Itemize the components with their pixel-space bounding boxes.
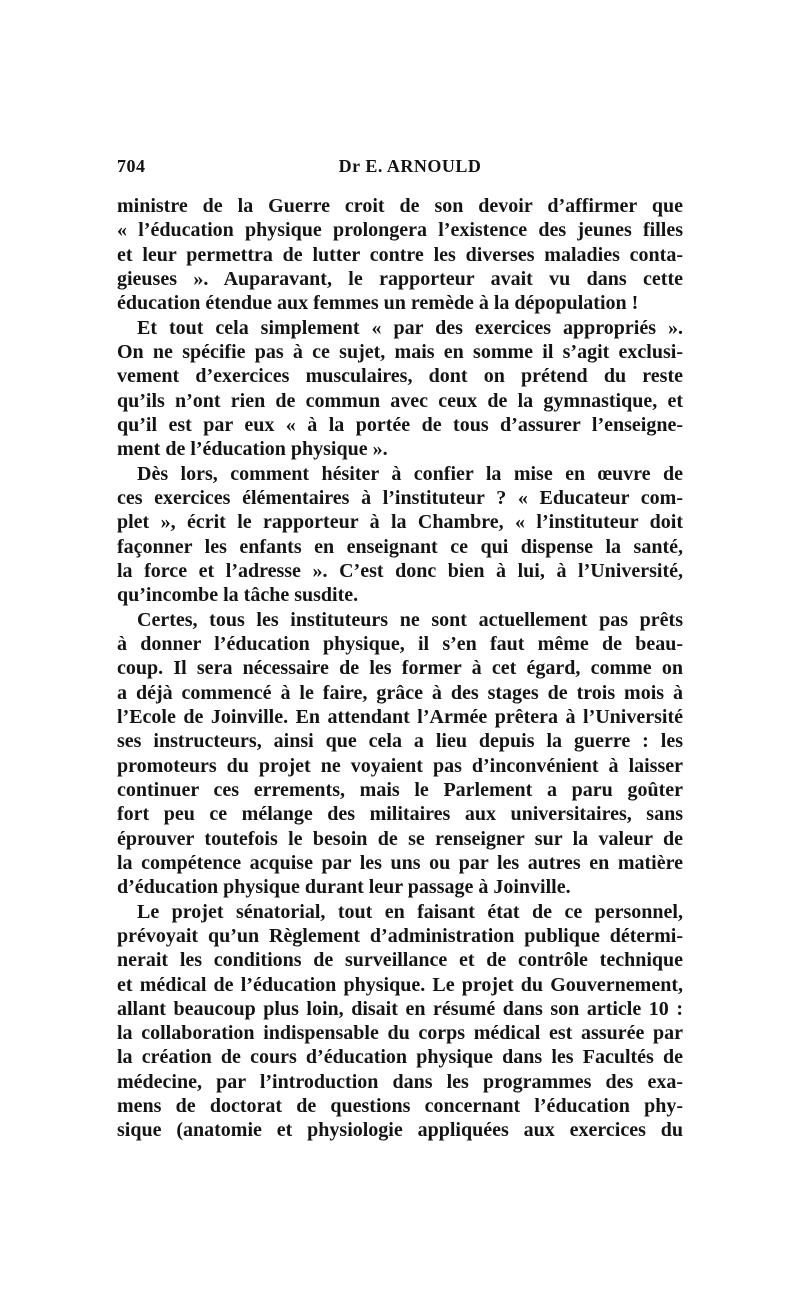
text-line: éducation étendue aux femmes un remède à la dépopulation ! bbox=[117, 292, 639, 315]
text-line: continuer ces errements, mais le Parlement a paru goûter bbox=[117, 778, 683, 801]
text-line: qu’incombe la tâche susdite. bbox=[117, 584, 359, 607]
text-line: coup. Il sera nécessaire de les former à cet égard, comme on bbox=[117, 657, 683, 680]
text-line: éprouver toutefois le besoin de se renseigner sur la valeur de bbox=[117, 827, 683, 850]
text-line: d’éducation physique durant leur passage à Joinville. bbox=[117, 876, 571, 899]
text-line: promoteurs du projet ne voyaient pas d’inconvénient à laisser bbox=[117, 754, 683, 777]
text-line: On ne spécifie pas à ce sujet, mais en somme il s’agit exclusi- bbox=[117, 340, 683, 363]
text-line: la collaboration indispensable du corps médical est assurée par bbox=[117, 1022, 683, 1045]
text-line: allant beaucoup plus loin, disait en résumé dans son article 10 : bbox=[117, 997, 683, 1020]
text-line: qu’ils n’ont rien de commun avec ceux de la gymnastique, et bbox=[117, 389, 683, 412]
text-line: l’Ecole de Joinville. En attendant l’Armée prêtera à l’Université bbox=[117, 705, 683, 728]
text-line: Dès lors, comment hésiter à confier la mise en œuvre de bbox=[137, 462, 683, 485]
body-text bbox=[117, 194, 683, 1143]
text-line: façonner les enfants en enseignant ce qui dispense la santé, bbox=[117, 535, 683, 558]
text-line: la force et l’adresse ». C’est donc bien à lui, à l’Université, bbox=[117, 559, 683, 582]
text-line: la création de cours d’éducation physique dans les Facultés de bbox=[117, 1046, 683, 1069]
text-line: prévoyait qu’un Règlement d’administration publique détermi- bbox=[117, 924, 683, 947]
text-line: plet », écrit le rapporteur à la Chambre, « l’instituteur doit bbox=[117, 511, 683, 534]
text-line: fort peu ce mélange des militaires aux universitaires, sans bbox=[117, 803, 683, 826]
text-line: Le projet sénatorial, tout en faisant état de ce personnel, bbox=[137, 900, 683, 923]
text-line: sique (anatomie et physiologie appliquées aux exercices du bbox=[117, 1119, 683, 1142]
text-line: et médical de l’éducation physique. Le projet du Gouvernement, bbox=[117, 973, 683, 996]
text-line: ministre de la Guerre croit de son devoir d’affirmer que bbox=[117, 195, 683, 217]
text-line: la compétence acquise par les uns ou par les autres en matière bbox=[117, 851, 683, 874]
text-line: médecine, par l’introduction dans les programmes des exa- bbox=[117, 1070, 683, 1093]
text-line: mens de doctorat de questions concernant l’éducation phy- bbox=[117, 1095, 683, 1118]
text-line: et leur permettra de lutter contre les diverses maladies conta- bbox=[117, 243, 683, 266]
text-line: ment de l’éducation physique ». bbox=[117, 438, 388, 461]
text-line: « l’éducation physique prolongera l’existence des jeunes filles bbox=[117, 219, 683, 242]
text-line: Et tout cela simplement « par des exercices appropriés ». bbox=[137, 316, 683, 339]
running-title: Dr E. ARNOULD bbox=[338, 156, 482, 176]
text-line: vement d’exercices musculaires, dont on prétend du reste bbox=[117, 365, 683, 388]
text-line: Certes, tous les instituteurs ne sont actuellement pas prêts bbox=[137, 608, 683, 631]
running-head bbox=[117, 156, 683, 182]
text-line: ses instructeurs, ainsi que cela a lieu depuis la guerre : les bbox=[117, 730, 683, 753]
text-line: nerait les conditions de surveillance et de contrôle technique bbox=[117, 949, 683, 972]
text-line: gieuses ». Auparavant, le rapporteur avait vu dans cette bbox=[117, 267, 683, 290]
page-number: 704 bbox=[117, 156, 146, 176]
text-line: qu’il est par eux « à la portée de tous d’assurer l’enseigne- bbox=[117, 413, 683, 436]
text-line: à donner l’éducation physique, il s’en faut même de beau- bbox=[117, 632, 683, 655]
text-line: ces exercices élémentaires à l’instituteur ? « Educateur com- bbox=[117, 486, 683, 509]
text-line: a déjà commencé à le faire, grâce à des stages de trois mois à bbox=[117, 681, 683, 704]
